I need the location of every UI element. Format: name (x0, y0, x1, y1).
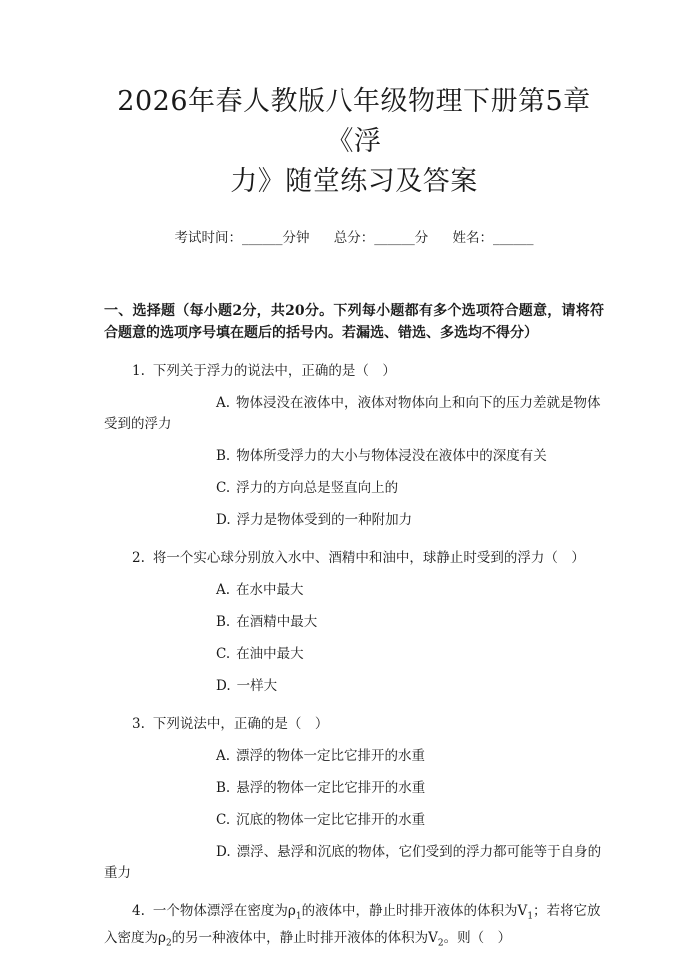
option-c (104, 644, 604, 665)
option-letter: C. (216, 646, 231, 662)
question-text-part: ；若将它放入密度为ρ (104, 903, 601, 946)
student-name-blank: ______ (493, 230, 534, 246)
option-text: 沉底的物体一定比它排开的水重 (236, 812, 426, 828)
subscript: 2 (437, 938, 444, 949)
option-c (104, 478, 604, 499)
option-text: 物体所受浮力的大小与物体浸没在液体中的深度有关 (236, 448, 547, 464)
question-number: 3. (132, 716, 145, 732)
exam-time-blank: ______ (241, 230, 283, 246)
total-score-unit: 分 (414, 230, 429, 246)
section-1-heading: 一、选择题（每小题2分，共20分。下列每小题都有多个选项符合题意，请将符合题意的选项序号填在题后的括号内。若漏选、错选、多选均不得分） (104, 303, 604, 341)
subscript: 1 (527, 911, 534, 922)
question-text-part: 。则（ ） (443, 929, 512, 946)
option-letter: B. (216, 614, 231, 630)
option-letter: B. (216, 448, 231, 464)
option-b (104, 446, 604, 467)
subscript: 1 (295, 911, 302, 922)
question-text-part: 的另一种液体中，静止时排开液体的体积为V (171, 929, 438, 946)
option-a (104, 580, 604, 601)
option-d (104, 510, 604, 531)
option-text: 在水中最大 (236, 582, 304, 598)
question-stem (104, 714, 604, 735)
total-score-field (334, 228, 429, 248)
question-text-part: 一个物体漂浮在密度为ρ (152, 903, 296, 919)
question-4 (104, 901, 604, 954)
option-text: 悬浮的物体一定比它排开的水重 (236, 780, 426, 796)
option-text: 在酒精中最大 (236, 614, 318, 630)
total-score-label: 总分： (333, 230, 375, 246)
option-letter: C. (216, 812, 231, 828)
question-number: 1. (132, 363, 145, 379)
option-d (104, 676, 604, 697)
total-score-blank: ______ (374, 230, 415, 246)
option-d (104, 842, 604, 884)
option-text: 一样大 (236, 678, 278, 694)
option-text: 漂浮的物体一定比它排开的水重 (236, 748, 426, 764)
option-b (104, 778, 604, 799)
question-3 (104, 714, 604, 884)
option-letter: C. (216, 480, 231, 496)
option-letter: A. (216, 582, 231, 598)
student-name-field (453, 228, 534, 248)
exam-time-unit: 分钟 (282, 230, 310, 246)
question-text: 下列关于浮力的说法中，正确的是（ ） (152, 363, 396, 379)
question-number: 2. (132, 550, 145, 566)
option-text: 漂浮、悬浮和沉底的物体，它们受到的浮力都可能等于自身的重力 (104, 844, 602, 881)
option-letter: B. (216, 780, 231, 796)
option-a (104, 393, 604, 435)
question-text: 将一个实心球分别放入水中、酒精中和油中，球静止时受到的浮力（ ） (152, 550, 585, 566)
question-text: 下列说法中，正确的是（ ） (152, 716, 329, 732)
option-text: 浮力的方向总是竖直向上的 (236, 480, 399, 496)
option-text: 在油中最大 (236, 646, 304, 662)
question-stem (104, 901, 604, 954)
subscript: 2 (165, 938, 172, 949)
exam-time-field (174, 228, 309, 248)
option-text: 浮力是物体受到的一种附加力 (236, 512, 413, 528)
question-number: 4. (132, 903, 145, 919)
question-stem (104, 361, 604, 382)
exam-info-bar (104, 228, 604, 248)
option-a (104, 746, 604, 767)
option-letter: D. (216, 844, 231, 860)
option-c (104, 810, 604, 831)
question-1 (104, 361, 604, 531)
question-text-part: 的液体中，静止时排开液体的体积为V (301, 903, 528, 919)
exam-time-label: 考试时间： (174, 230, 242, 246)
option-letter: A. (216, 395, 231, 411)
title-line-1: 2026年春人教版八年级物理下册第5章《浮 (117, 86, 591, 157)
option-letter: D. (216, 512, 231, 528)
option-b (104, 612, 604, 633)
question-stem (104, 548, 604, 569)
option-text: 物体浸没在液体中，液体对物体向上和向下的压力差就是物体受到的浮力 (104, 395, 601, 432)
student-name-label: 姓名： (452, 230, 494, 246)
question-2 (104, 548, 604, 697)
option-letter: A. (216, 748, 231, 764)
title-line-2: 力》随堂练习及答案 (230, 166, 478, 197)
option-letter: D. (216, 678, 231, 694)
document-title (104, 82, 604, 202)
